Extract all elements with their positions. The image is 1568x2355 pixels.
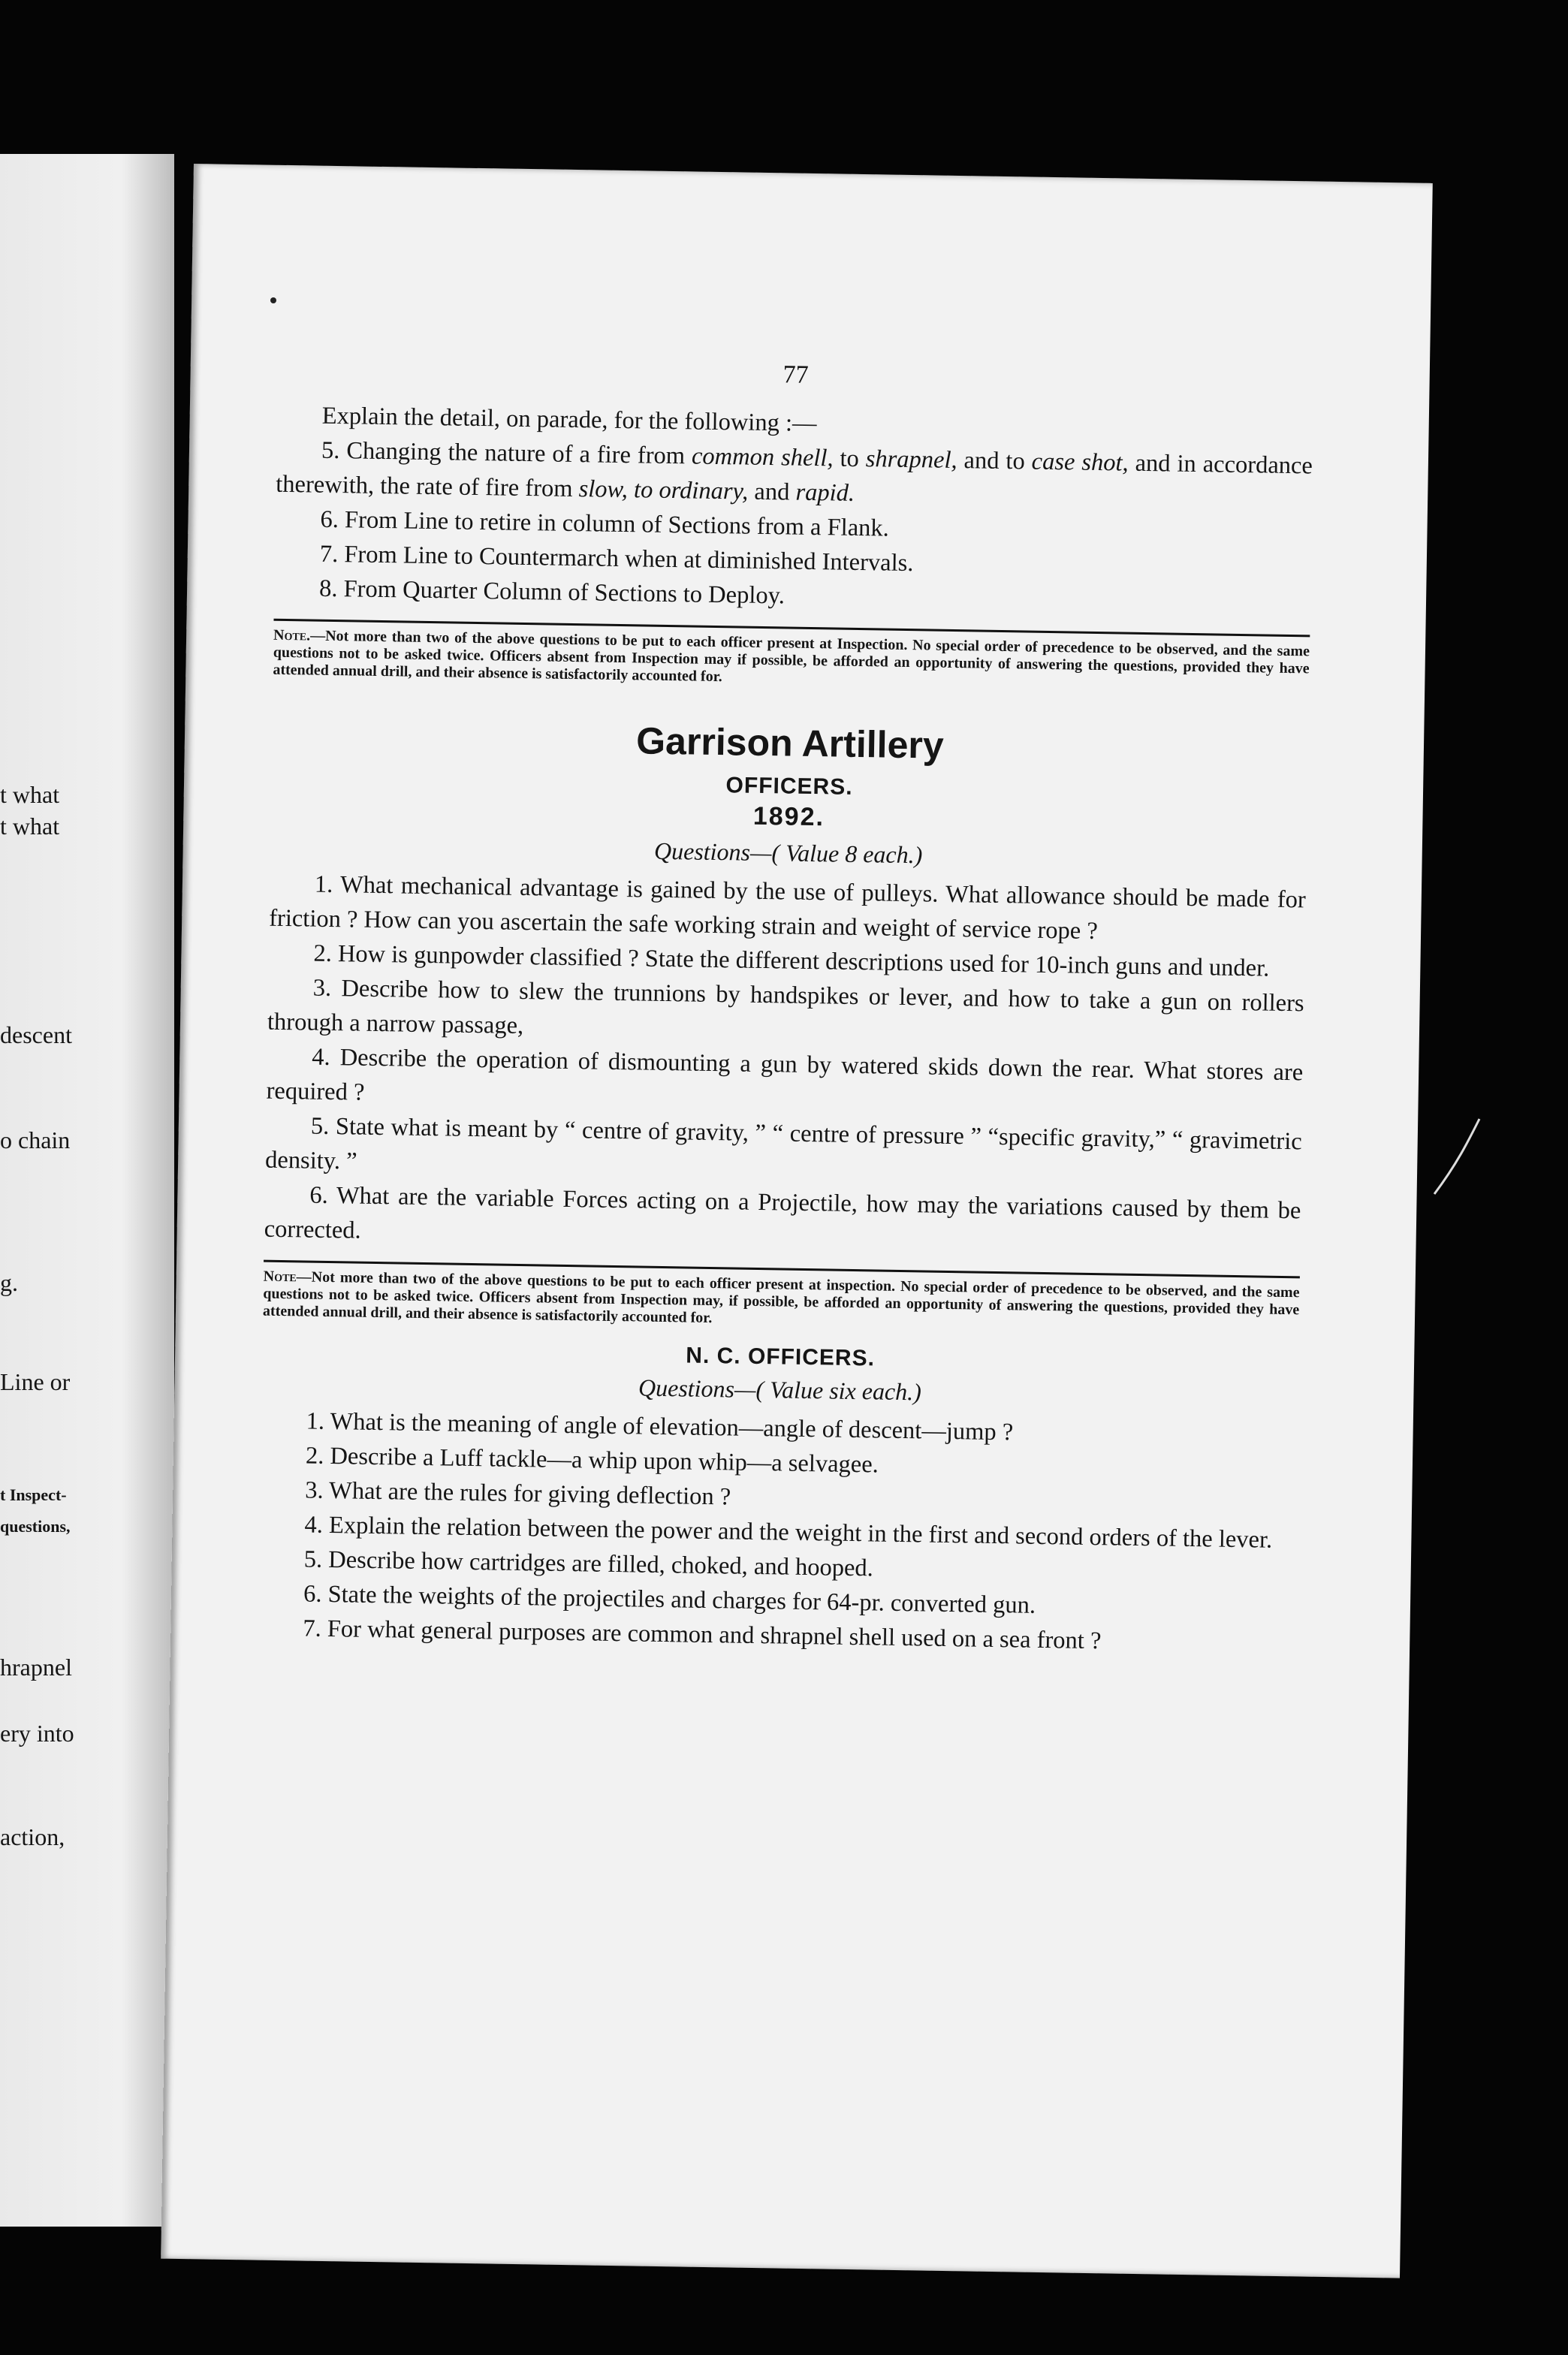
left-page-fragment: action, [0,1823,65,1850]
book-page [161,164,1433,2278]
question-5-changing-fire: 5. Changing the nature of a fire from common shell, to shrapnel, and to case shot, and in accordance therewith, the rate of fire from slow, to ordinary, and rapid. [276,436,1313,507]
year-heading: 1892. [752,801,825,832]
inspection-note: Note.—Not more than two of the above questions to be put to each officer present at Inspection. No special order of precedence to be observed, and the same questions not to be asked twice. Officers absent from Inspection may if possible, be afforded an opportunity of answering the questions, provided they have attended annual drill, and their absence is satisfactorily accounted for. [273,626,1310,686]
section-intro: Explain the detail, on parade, for the following :— [321,402,817,438]
left-page-fragment: t what [0,813,60,840]
nco-question: 4. Explain the relation between the power and the weight in the first and second orders of the lever. [304,1511,1273,1554]
nco-question: 1. What is the meaning of angle of elevation—angle of descent—jump ? [306,1407,1014,1446]
officer-question: 5. State what is meant by “ centre of gravity, ” “ centre of pressure ” “specific gravity,” “ gravimetric density. ” [264,1112,1303,1175]
parade-item: 8. From Quarter Column of Sections to Deploy. [318,574,786,610]
officers-heading: OFFICERS. [725,773,853,800]
left-page-fragment: g. [0,1269,18,1296]
parade-item: 7. From Line to Countermarch when at diminished Intervals. [319,540,914,577]
left-page-fragment: o chain [0,1126,71,1153]
nco-question: 2. Describe a Luff tackle—a whip upon whip—a selvagee. [305,1442,879,1479]
questions-value-label: Questions—( Value 8 each.) [653,837,923,869]
officer-question: 2. How is gunpowder classified ? State the different descriptions used for 10-inch guns and under. [313,939,1270,982]
officer-question: 1. What mechanical advantage is gained by the use of pulleys. What allowance should be made for friction ? How can you ascertain the safe working strain and weight of service rope ? [268,870,1307,945]
officer-question: 3. Describe how to slew the trunnions by handspikes or lever, and how to take a gun on rollers through a narrow passage, [267,974,1304,1040]
nco-question: 5. Describe how cartridges are filled, choked, and hooped. [303,1545,874,1582]
left-facing-page [0,154,174,2227]
nco-question: 7. For what general purposes are common and shrapnel shell used on a sea front ? [303,1615,1102,1655]
pencil-mark [1427,1111,1487,1202]
nco-question: 3. What are the rules for giving deflection ? [304,1476,731,1511]
left-page-fragment: Line or [0,1368,71,1395]
nco-heading: N. C. OFFICERS. [686,1343,876,1371]
inspection-note: Note—Not more than two of the above questions to be put to each officer present at inspection. No special order of precedence to be observed, and the same questions not to be asked twice. Officers absent from Inspection may, if possible, be afforded an opportunity of answering the questions, provided they have attended annual drill, and their absence is satisfactorily accounted for. [262,1268,1300,1327]
parade-item: 6. From Line to retire in column of Sections from a Flank. [320,505,890,542]
page-number: 77 [782,360,809,389]
officer-question: 6. What are the variable Forces acting on a Projectile, how may the variations caused by them be corrected. [264,1181,1301,1244]
section-title: Garrison Artillery [635,719,945,767]
page-content [258,353,1314,1661]
left-page-fragment: questions, [0,1517,71,1536]
officer-question: 4. Describe the operation of dismounting a gun by watered skids down the rear. What stores are required ? [266,1043,1304,1106]
left-page-fragment: hrapnel [0,1654,72,1681]
left-page-fragment: descent [0,1021,72,1048]
speck [270,297,276,303]
left-page-fragment: t what [0,781,60,808]
left-page-fragment: t Inspect- [0,1485,67,1504]
nco-question: 6. State the weights of the projectiles and charges for 64-pr. converted gun. [303,1580,1036,1619]
questions-value-label: Questions—( Value six each.) [638,1373,922,1406]
left-page-fragment: ery into [0,1720,74,1747]
